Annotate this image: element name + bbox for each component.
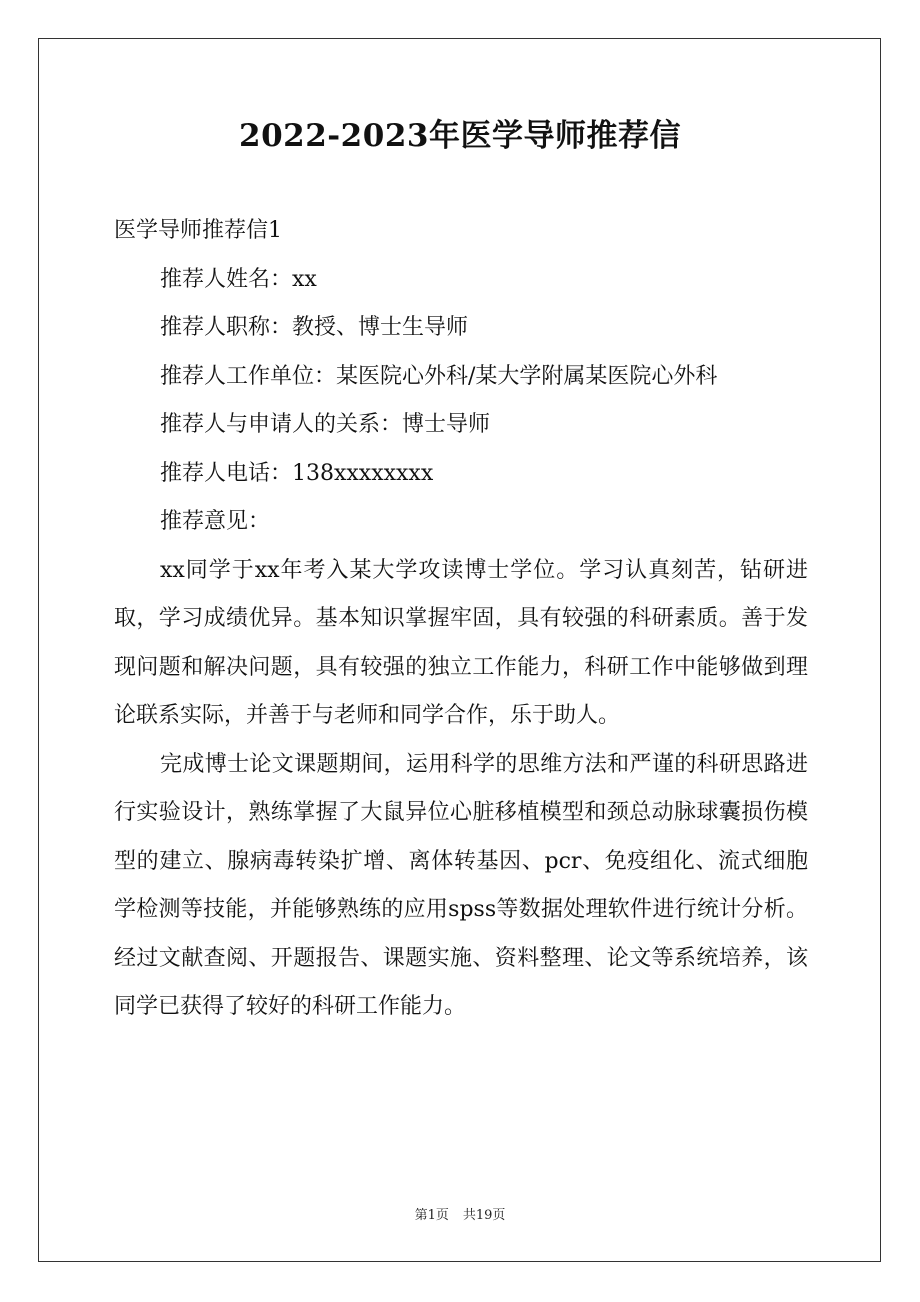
field-phone: 推荐人电话：138xxxxxxxx: [160, 460, 434, 486]
paragraph: xx同学于xx年考入某大学攻读博士学位。学习认真刻苦，钻研进取，学习成绩优异。基本知识掌握牢固，具有较强的科研素质。善于发现问题和解决问题，具有较强的独立工作能力，科研工作中能够做到理论联系实际，并善于与老师和同学合作，乐于助人。: [114, 557, 808, 728]
field-opinion-label: 推荐意见：: [160, 509, 271, 534]
document-body: [114, 207, 808, 1032]
section-heading: 医学导师推荐信1: [114, 218, 282, 243]
page-footer: [0, 1206, 920, 1226]
document-title: 2022-2023年医学导师推荐信: [239, 118, 681, 154]
page-total: 共19页: [462, 1208, 506, 1223]
field-relationship: 推荐人与申请人的关系：博士导师: [160, 412, 491, 437]
page-number: 第1页: [414, 1208, 449, 1223]
field-recommender-title: 推荐人职称：教授、博士生导师: [160, 315, 469, 340]
paragraph: 完成博士论文课题期间，运用科学的思维方法和严谨的科研思路进行实验设计，熟练掌握了大鼠异位心脏移植模型和颈总动脉球囊损伤模型的建立、腺病毒转染扩增、离体转基因、pcr、免疫组化、流式细胞学检测等技能，并能够熟练的应用spss等数据处理软件进行统计分析。经过文献查阅、开题报告、课题实施、资料整理、论文等系统培养，该同学已获得了较好的科研工作能力。: [114, 751, 808, 1019]
field-recommender-name: 推荐人姓名：xx: [160, 266, 317, 292]
field-recommender-employer: 推荐人工作单位：某医院心外科/某大学附属某医院心外科: [160, 363, 718, 389]
